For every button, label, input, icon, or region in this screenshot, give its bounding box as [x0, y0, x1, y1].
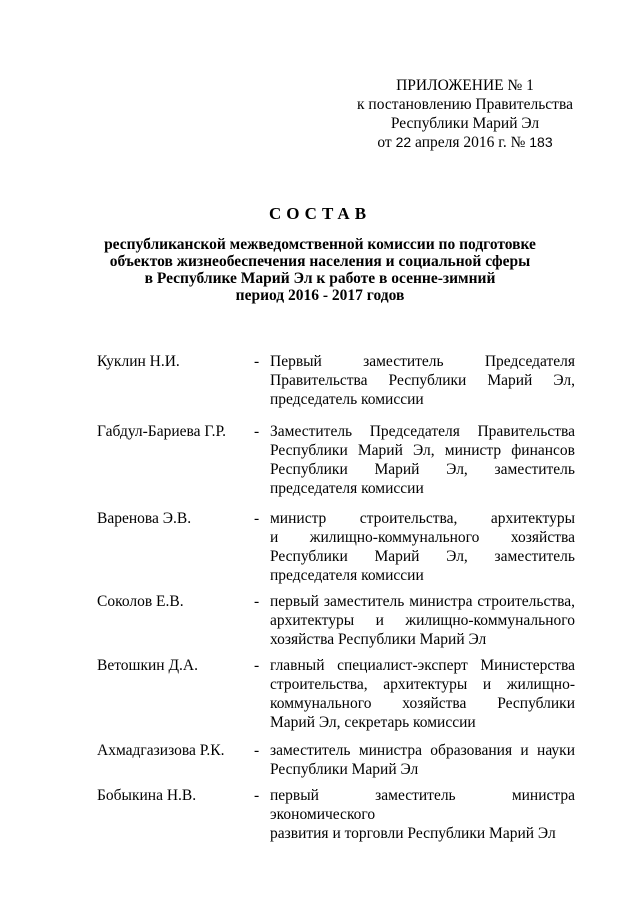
- member-dash: -: [254, 787, 260, 804]
- member-role: [270, 786, 575, 843]
- role-line: архитектуры и жилищно-коммунального: [270, 612, 575, 629]
- member-name: Габдул-Бариева Г.Р.: [97, 423, 227, 440]
- member-name: Соколов Е.В.: [97, 593, 184, 610]
- subtitle-line: период 2016 - 2017 годов: [235, 287, 405, 304]
- document-subtitle: [100, 236, 540, 304]
- member-role: [270, 656, 575, 732]
- appendix-resolution-ref: к постановлению Правительства: [357, 96, 573, 113]
- member-role: [270, 422, 575, 498]
- member-name: Ветошкин Д.А.: [97, 657, 198, 674]
- member-role: [270, 509, 575, 585]
- subtitle-line: республиканской межведомственной комиссии по подготовке: [104, 236, 536, 253]
- role-line: хозяйства Республики Марий Эл: [270, 631, 487, 648]
- appendix-date: [330, 133, 600, 152]
- member-dash: -: [254, 742, 260, 759]
- role-line: первый заместитель министра строительства,: [270, 593, 575, 610]
- role-line: развития и торговли Республики Марий Эл: [270, 825, 556, 842]
- role-line: Республики Марий Эл: [270, 761, 419, 778]
- member-role: [270, 741, 575, 779]
- member-dash: -: [254, 353, 260, 370]
- role-line: главный специалист-эксперт Министерства: [270, 657, 575, 674]
- role-line: Республики Марий Эл, министр финансов: [270, 442, 575, 459]
- role-line: первый заместитель министра экономического: [270, 787, 575, 823]
- member-dash: -: [254, 593, 260, 610]
- role-line: председателя комиссии: [270, 480, 424, 497]
- role-line: Правительства Республики Марий Эл,: [270, 372, 575, 389]
- role-line: Первый заместитель Председателя: [270, 353, 575, 370]
- member-role: [270, 352, 575, 409]
- subtitle-line: в Республике Марий Эл к работе в осенне-зимний: [144, 270, 496, 287]
- role-line: коммунального хозяйства Республики: [270, 695, 575, 712]
- member-dash: -: [254, 423, 260, 440]
- role-line: председателя комиссии: [270, 567, 424, 584]
- role-line: Марий Эл, секретарь комиссии: [270, 714, 476, 731]
- date-day: 22: [395, 134, 412, 150]
- member-name: Бобыкина Н.В.: [97, 787, 197, 804]
- role-line: Заместитель Председателя Правительства: [270, 423, 575, 440]
- role-line: Республики Марий Эл, заместитель: [270, 548, 575, 565]
- member-dash: -: [254, 657, 260, 674]
- date-prefix: от: [377, 134, 392, 151]
- member-name: Ахмадгазизова Р.К.: [97, 742, 225, 759]
- member-name: Куклин Н.И.: [97, 353, 180, 370]
- subtitle-line: объектов жизнеобеспечения населения и социальной сферы: [109, 253, 531, 270]
- member-role: [270, 592, 575, 649]
- role-line: заместитель министра образования и науки: [270, 742, 575, 759]
- member-dash: -: [254, 510, 260, 527]
- date-month-year: апреля 2016 г. №: [415, 134, 526, 151]
- document-number: 183: [529, 134, 553, 150]
- appendix-republic: Республики Марий Эл: [390, 115, 540, 132]
- document-title: СОСТАВ: [268, 204, 372, 223]
- role-line: и жилищно-коммунального хозяйства: [270, 529, 575, 546]
- role-line: министр строительства, архитектуры: [270, 510, 575, 527]
- appendix-header: [330, 76, 600, 152]
- appendix-number: ПРИЛОЖЕНИЕ № 1: [396, 77, 534, 94]
- role-line: Республики Марий Эл, заместитель: [270, 461, 575, 478]
- role-line: председатель комиссии: [270, 391, 424, 408]
- member-name: Варенова Э.В.: [97, 510, 192, 527]
- role-line: строительства, архитектуры и жилищно-: [270, 676, 575, 693]
